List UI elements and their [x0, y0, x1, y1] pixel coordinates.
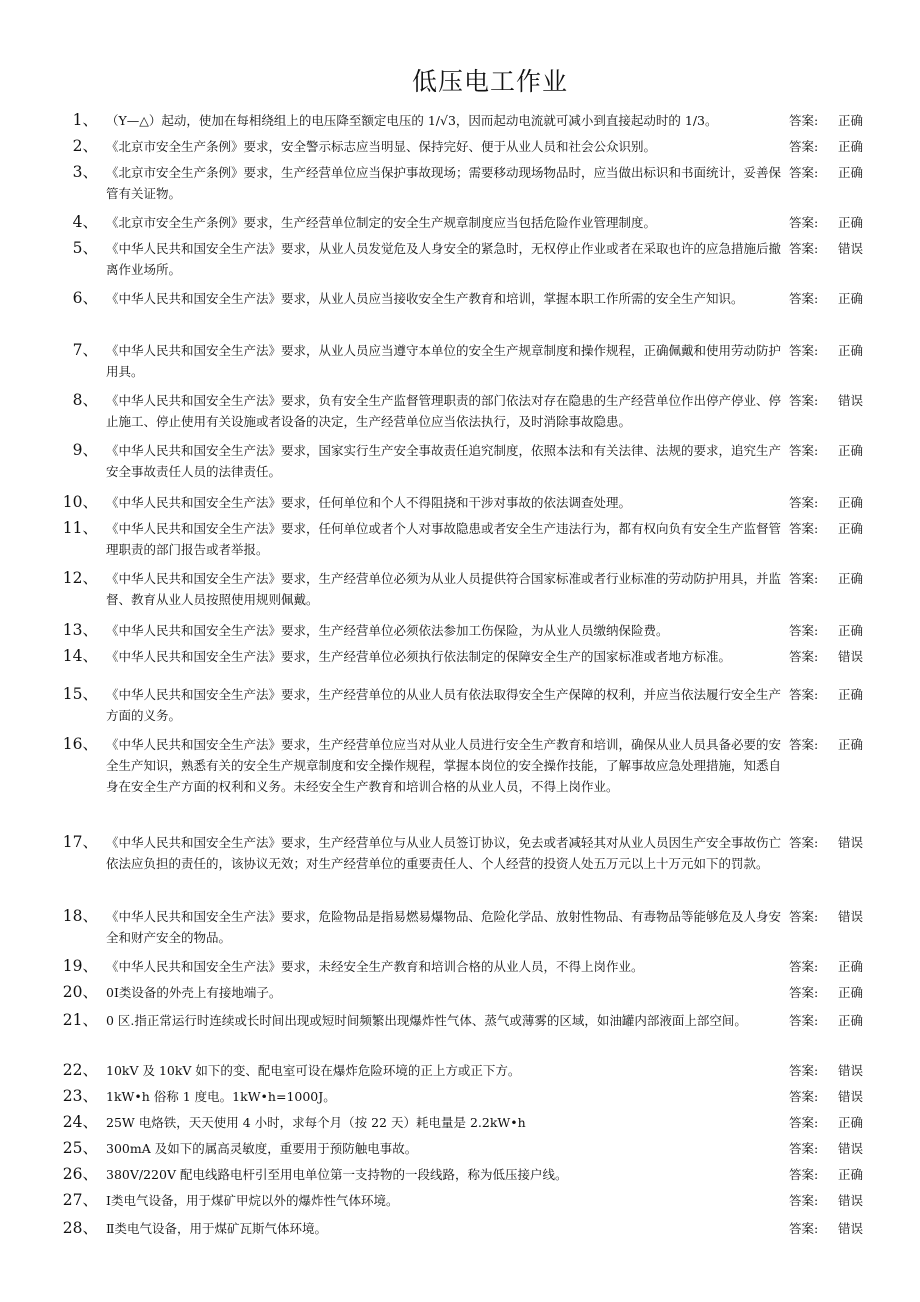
question-number: 13、: [62, 621, 98, 639]
answer-label: 答案:: [789, 443, 819, 458]
question-text: 《中华人民共和国安全生产法》要求，生产经营单位与从业人员签订协议，免去或者减轻其对从业人员因生产安全事故伤亡依法应负担的责任的，该协议无效；对生产经营单位的重要责任人、个人经营的投资人处五万元以上十万元如下的罚款。: [106, 835, 782, 871]
question-text: 《中华人民共和国安全生产法》要求，生产经营单位必须依法参加工伤保险，为从业人员缴纳保险费。: [106, 623, 669, 638]
answer-label: 答案:: [789, 291, 819, 306]
question-number: 19、: [62, 957, 98, 975]
answer-label: 答案:: [789, 521, 819, 536]
question-text: 《北京市安全生产条例》要求，生产经营单位应当保护事故现场；需要移动现场物品时，应当做出标识和书面统计，妥善保管有关证物。: [106, 165, 782, 201]
question-text: 《中华人民共和国安全生产法》要求，生产经营单位应当对从业人员进行安全生产教育和培训，确保从业人员具备必要的安全生产知识，熟悉有关的安全生产规章制度和安全操作规程，掌握本岗位的安全操作技能，了解事故应急处理措施，知悉自身在安全生产方面的权利和义务。未经安全生产教育和培训合格的从业人员，不得上岗作业。: [106, 737, 782, 794]
answer-value: 正确: [838, 1167, 864, 1182]
question-text: （Y—△）起动，使加在每相绕组上的电压降至额定电压的 1/√3，因而起动电流就可减小到直接起动时的 1/3。: [106, 113, 718, 128]
answer-label: 答案:: [789, 623, 819, 638]
question-text: 《中华人民共和国安全生产法》要求，生产经营单位必须为从业人员提供符合国家标准或者行业标准的劳动防护用具，并监督、教育从业人员按照使用规则佩戴。: [106, 571, 782, 607]
answer-label: 答案:: [789, 649, 819, 664]
answer-value: 正确: [838, 443, 864, 458]
question-text: 《中华人民共和国安全生产法》要求，从业人员发觉危及人身安全的紧急时，无权停止作业或者在采取也许的应急措施后撤离作业场所。: [106, 241, 782, 277]
question-text: 10kV 及 10kV 如下的变、配电室可设在爆炸危险环境的正上方或正下方。: [106, 1063, 521, 1078]
question-text: 300mA 及如下的属高灵敏度，重要用于预防触电事故。: [106, 1141, 418, 1156]
question-number: 4、: [72, 213, 98, 231]
answer-value: 正确: [838, 291, 864, 306]
question-text: 《中华人民共和国安全生产法》要求，生产经营单位必须执行依法制定的保障安全生产的国家标准或者地方标准。: [106, 649, 732, 664]
question-number: 2、: [72, 137, 98, 155]
question-number: 28、: [62, 1219, 98, 1237]
page-title: 低压电工作业: [411, 67, 568, 96]
answer-label: 答案:: [789, 1115, 819, 1130]
question-number: 5、: [72, 239, 98, 257]
question-number: 9、: [72, 441, 98, 459]
answer-label: 答案:: [789, 1063, 819, 1078]
answer-value: 正确: [838, 1013, 864, 1028]
question-number: 11、: [62, 519, 98, 537]
answer-label: 答案:: [789, 113, 819, 128]
question-text: 《中华人民共和国安全生产法》要求，危险物品是指易燃易爆物品、危险化学品、放射性物品、有毒物品等能够危及人身安全和财产安全的物品。: [106, 909, 782, 945]
question-text: 《中华人民共和国安全生产法》要求，任何单位或者个人对事故隐患或者安全生产违法行为，都有权向负有安全生产监督管理职责的部门报告或者举报。: [106, 521, 782, 557]
answer-value: 正确: [838, 1115, 864, 1130]
answer-label: 答案:: [789, 985, 819, 1000]
question-number: 15、: [62, 685, 98, 703]
question-number: 18、: [62, 907, 98, 925]
answer-value: 正确: [838, 737, 864, 752]
answer-label: 答案:: [789, 1141, 819, 1156]
question-number: 26、: [62, 1165, 98, 1183]
answer-value: 正确: [838, 215, 864, 230]
answer-label: 答案:: [789, 959, 819, 974]
answer-value: 正确: [838, 687, 864, 702]
question-number: 17、: [62, 833, 98, 851]
question-number: 25、: [62, 1139, 98, 1157]
question-number: 6、: [72, 289, 98, 307]
answer-label: 答案:: [789, 1089, 819, 1104]
answer-value: 错误: [838, 909, 864, 924]
answer-value: 正确: [838, 521, 864, 536]
question-text: 0Ⅰ类设备的外壳上有接地端子。: [106, 985, 282, 1000]
answer-value: 错误: [838, 1193, 864, 1208]
question-text: Ⅱ类电气设备，用于煤矿瓦斯气体环境。: [106, 1221, 327, 1236]
answer-value: 正确: [838, 165, 864, 180]
answer-value: 错误: [838, 1221, 864, 1236]
question-number: 1、: [72, 111, 98, 129]
question-text: 《北京市安全生产条例》要求，安全警示标志应当明显、保持完好、便于从业人员和社会公众识别。: [106, 139, 657, 154]
answer-label: 答案:: [789, 571, 819, 586]
question-text: 《北京市安全生产条例》要求，生产经营单位制定的安全生产规章制度应当包括危险作业管理制度。: [106, 215, 657, 230]
answer-label: 答案:: [789, 835, 819, 850]
answer-value: 正确: [838, 571, 864, 586]
question-text: 《中华人民共和国安全生产法》要求，任何单位和个人不得阻挠和干涉对事故的依法调查处理。: [106, 495, 632, 510]
answer-value: 错误: [838, 241, 864, 256]
question-number: 7、: [72, 341, 98, 359]
question-text: 0 区.指正常运行时连续或长时间出现或短时间频繁出现爆炸性气体、蒸气或薄雾的区域，如油罐内部液面上部空间。: [106, 1013, 747, 1028]
answer-value: 错误: [838, 1063, 864, 1078]
question-number: 27、: [62, 1191, 98, 1209]
answer-label: 答案:: [789, 1013, 819, 1028]
question-text: 380V/220V 配电线路电杆引至用电单位第一支持物的一段线路，称为低压接户线。: [106, 1167, 568, 1182]
question-text: 25W 电烙铁，天天使用 4 小时，求每个月（按 22 天）耗电量是 2.2kW•h: [106, 1115, 526, 1130]
question-number: 20、: [62, 983, 98, 1001]
answer-value: 正确: [838, 623, 864, 638]
answer-label: 答案:: [789, 1193, 819, 1208]
question-text: Ⅰ类电气设备，用于煤矿甲烷以外的爆炸性气体环境。: [106, 1193, 399, 1208]
question-text: 1kW•h 俗称 1 度电。1kW•h=1000J。: [106, 1089, 336, 1104]
answer-value: 正确: [838, 113, 864, 128]
answer-value: 错误: [838, 1089, 864, 1104]
answer-value: 正确: [838, 959, 864, 974]
question-text: 《中华人民共和国安全生产法》要求，从业人员应当接收安全生产教育和培训，掌握本职工作所需的安全生产知识。: [106, 291, 744, 306]
question-text: 《中华人民共和国安全生产法》要求，从业人员应当遵守本单位的安全生产规章制度和操作规程，正确佩戴和使用劳动防护用具。: [106, 343, 782, 379]
answer-label: 答案:: [789, 495, 819, 510]
answer-value: 正确: [838, 495, 864, 510]
answer-value: 正确: [838, 985, 864, 1000]
answer-value: 错误: [838, 1141, 864, 1156]
question-text: 《中华人民共和国安全生产法》要求，生产经营单位的从业人员有依法取得安全生产保障的权利，并应当依法履行安全生产方面的义务。: [106, 687, 782, 723]
answer-label: 答案:: [789, 139, 819, 154]
answer-value: 正确: [838, 139, 864, 154]
question-number: 10、: [62, 493, 98, 511]
answer-label: 答案:: [789, 1167, 819, 1182]
question-number: 24、: [62, 1113, 98, 1131]
answer-label: 答案:: [789, 909, 819, 924]
answer-label: 答案:: [789, 393, 819, 408]
answer-value: 错误: [838, 649, 864, 664]
question-number: 16、: [62, 735, 98, 753]
question-text: 《中华人民共和国安全生产法》要求，负有安全生产监督管理职责的部门依法对存在隐患的生产经营单位作出停产停业、停止施工、停止使用有关设施或者设备的决定，生产经营单位应当依法执行，及时消除事故隐患。: [106, 393, 782, 429]
question-number: 14、: [62, 647, 98, 665]
question-number: 12、: [62, 569, 98, 587]
question-number: 22、: [62, 1061, 98, 1079]
question-number: 21、: [62, 1011, 98, 1029]
question-number: 23、: [62, 1087, 98, 1105]
question-text: 《中华人民共和国安全生产法》要求，未经安全生产教育和培训合格的从业人员，不得上岗作业。: [106, 959, 644, 974]
answer-value: 错误: [838, 393, 864, 408]
answer-label: 答案:: [789, 687, 819, 702]
answer-label: 答案:: [789, 241, 819, 256]
question-number: 8、: [72, 391, 98, 409]
question-number: 3、: [72, 163, 98, 181]
answer-label: 答案:: [789, 737, 819, 752]
answer-label: 答案:: [789, 1221, 819, 1236]
answer-label: 答案:: [789, 165, 819, 180]
answer-label: 答案:: [789, 215, 819, 230]
answer-label: 答案:: [789, 343, 819, 358]
question-text: 《中华人民共和国安全生产法》要求，国家实行生产安全事故责任追究制度，依照本法和有关法律、法规的要求，追究生产安全事故责任人员的法律责任。: [106, 443, 782, 479]
answer-value: 正确: [838, 343, 864, 358]
answer-value: 错误: [838, 835, 864, 850]
